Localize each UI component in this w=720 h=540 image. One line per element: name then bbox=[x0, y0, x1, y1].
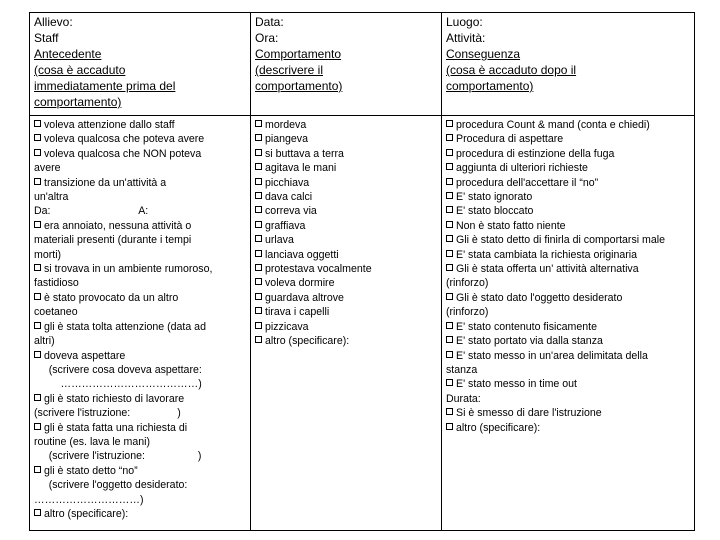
checkbox-icon[interactable] bbox=[255, 322, 262, 329]
conseguenza-list bbox=[442, 117, 696, 436]
conseguenza-line[interactable] bbox=[446, 262, 692, 276]
antecedente-line[interactable] bbox=[34, 421, 246, 435]
comportamento-line-text: agitava le mani bbox=[265, 162, 337, 175]
conseguenza-line-text: procedura Count & mand (conta e chiedi) bbox=[456, 119, 650, 131]
antecedente-title-line: (cosa è accaduto bbox=[34, 63, 126, 77]
antecedente-line-text: altri) bbox=[34, 335, 55, 348]
antecedente-line-text: gli è stato richiesto di lavorare bbox=[44, 392, 185, 405]
checkbox-icon[interactable] bbox=[34, 221, 41, 228]
conseguenza-line[interactable] bbox=[446, 147, 692, 161]
date-label: Data: bbox=[255, 15, 284, 29]
comportamento-line[interactable] bbox=[255, 176, 437, 190]
comportamento-line[interactable] bbox=[255, 276, 437, 290]
comportamento-line[interactable] bbox=[255, 147, 437, 161]
conseguenza-line-text: E' stato contenuto fisicamente bbox=[456, 320, 597, 333]
conseguenza-line[interactable] bbox=[446, 421, 692, 435]
checkbox-icon[interactable] bbox=[34, 149, 41, 156]
conseguenza-line-text: Gli è stato dato l'oggetto desiderato bbox=[456, 291, 623, 304]
conseguenza-line[interactable] bbox=[446, 204, 692, 218]
conseguenza-line[interactable] bbox=[446, 161, 692, 175]
activity-label: Attività: bbox=[446, 31, 486, 45]
checkbox-icon[interactable] bbox=[255, 178, 262, 185]
checkbox-icon[interactable] bbox=[446, 178, 453, 185]
staff-label: Staff bbox=[34, 31, 59, 45]
checkbox-icon[interactable] bbox=[446, 379, 453, 386]
checkbox-icon[interactable] bbox=[446, 250, 453, 257]
header-conseguenza bbox=[442, 13, 696, 115]
header-comportamento bbox=[251, 13, 441, 115]
checkbox-icon[interactable] bbox=[446, 134, 453, 141]
checkbox-icon[interactable] bbox=[446, 264, 453, 271]
checkbox-icon[interactable] bbox=[255, 307, 262, 314]
antecedente-line-text: …………………………) bbox=[34, 493, 144, 506]
antecedente-line bbox=[34, 204, 246, 218]
conseguenza-line-text: E' stato messo in un'area delimitata della bbox=[456, 349, 648, 362]
antecedente-title-line: comportamento) bbox=[34, 95, 122, 109]
conseguenza-line[interactable] bbox=[446, 291, 692, 305]
checkbox-icon[interactable] bbox=[34, 120, 41, 127]
antecedente-title-line: immediatamente prima del bbox=[34, 79, 176, 93]
comportamento-line[interactable] bbox=[255, 305, 437, 319]
conseguenza-line-text: E' stato portato via dalla stanza bbox=[456, 335, 603, 348]
conseguenza-title-line: Conseguenza bbox=[446, 47, 521, 61]
comportamento-title-line: (descrivere il bbox=[255, 63, 324, 77]
conseguenza-line[interactable] bbox=[446, 349, 692, 363]
place-label: Luogo: bbox=[446, 15, 483, 29]
antecedente-line bbox=[34, 493, 246, 507]
abc-record-table bbox=[29, 12, 695, 531]
conseguenza-line-text: (rinforzo) bbox=[446, 277, 489, 290]
conseguenza-line bbox=[446, 392, 692, 406]
checkbox-icon[interactable] bbox=[255, 163, 262, 170]
conseguenza-line-text: altro (specificare): bbox=[456, 421, 541, 434]
antecedente-line bbox=[34, 334, 246, 348]
conseguenza-line-text: aggiunta di ulteriori richieste bbox=[456, 162, 588, 175]
conseguenza-line-text: Gli è stato detto di finirla di comportarsi male bbox=[456, 234, 666, 247]
comportamento-title-line: comportamento) bbox=[255, 79, 343, 93]
comportamento-title-line: Comportamento bbox=[255, 47, 342, 61]
checkbox-icon[interactable] bbox=[255, 336, 262, 343]
antecedente-line-text: …………………………………) bbox=[34, 378, 202, 391]
antecedente-line-text: coetaneo bbox=[34, 306, 78, 319]
antecedente-title-line: Antecedente bbox=[34, 47, 102, 61]
antecedente-line-text: (scrivere l'oggetto desiderato: bbox=[34, 479, 188, 492]
conseguenza-line-text: Procedura di aspettare bbox=[456, 133, 564, 146]
antecedente-line-text: (scrivere cosa doveva aspettare: bbox=[34, 363, 202, 376]
checkbox-icon[interactable] bbox=[255, 149, 262, 156]
antecedente-line bbox=[34, 190, 246, 204]
comportamento-list bbox=[251, 117, 441, 350]
comportamento-line-text: si buttava a terra bbox=[265, 147, 344, 160]
comportamento-line[interactable] bbox=[255, 334, 437, 348]
antecedente-line-text: Da: A: bbox=[34, 205, 149, 218]
antecedente-line[interactable] bbox=[34, 219, 246, 233]
comportamento-line-text: protestava vocalmente bbox=[265, 263, 372, 276]
checkbox-icon[interactable] bbox=[446, 351, 453, 358]
conseguenza-line-text: (rinforzo) bbox=[446, 306, 489, 319]
antecedente-line-text: gli è stato detto “no” bbox=[44, 464, 138, 477]
antecedente-line-text: (scrivere l'istruzione: ) bbox=[34, 407, 181, 420]
antecedente-line[interactable] bbox=[34, 392, 246, 406]
conseguenza-line[interactable] bbox=[446, 132, 692, 146]
conseguenza-line[interactable] bbox=[446, 219, 692, 233]
antecedente-line bbox=[34, 406, 246, 420]
checkbox-icon[interactable] bbox=[446, 322, 453, 329]
antecedente-line[interactable] bbox=[34, 349, 246, 363]
conseguenza-line[interactable] bbox=[446, 377, 692, 391]
antecedente-line-text: (scrivere l'istruzione: ) bbox=[34, 450, 202, 463]
antecedente-line-text: voleva attenzione dallo staff bbox=[44, 119, 175, 131]
checkbox-icon[interactable] bbox=[255, 293, 262, 300]
antecedente-line[interactable] bbox=[34, 320, 246, 334]
comportamento-line-text: mordeva bbox=[265, 119, 307, 131]
checkbox-icon[interactable] bbox=[446, 408, 453, 415]
header-antecedente bbox=[30, 13, 250, 115]
antecedente-line-text: materiali presenti (durante i tempi bbox=[34, 234, 192, 247]
comportamento-line-text: lanciava oggetti bbox=[265, 248, 339, 261]
checkbox-icon[interactable] bbox=[34, 134, 41, 141]
antecedente-list bbox=[30, 117, 250, 522]
comportamento-line-text: guardava altrove bbox=[265, 291, 344, 304]
antecedente-line-text: routine (es. lava le mani) bbox=[34, 435, 150, 448]
checkbox-icon[interactable] bbox=[255, 120, 262, 127]
antecedente-line[interactable] bbox=[34, 132, 246, 146]
antecedente-line bbox=[34, 478, 246, 492]
antecedente-line[interactable] bbox=[34, 176, 246, 190]
checkbox-icon[interactable] bbox=[255, 206, 262, 213]
comportamento-line[interactable] bbox=[255, 204, 437, 218]
checkbox-icon[interactable] bbox=[255, 134, 262, 141]
conseguenza-title-line: comportamento) bbox=[446, 79, 534, 93]
comportamento-line[interactable] bbox=[255, 291, 437, 305]
checkbox-icon[interactable] bbox=[34, 322, 41, 329]
checkbox-icon[interactable] bbox=[255, 221, 262, 228]
comportamento-line-text: urlava bbox=[265, 234, 294, 247]
antecedente-line bbox=[34, 377, 246, 391]
conseguenza-line-text: Si è smesso di dare l'istruzione bbox=[456, 407, 602, 420]
antecedente-line bbox=[34, 233, 246, 247]
student-label: Allievo: bbox=[34, 15, 73, 29]
antecedente-line-text: voleva qualcosa che poteva avere bbox=[44, 133, 205, 146]
conseguenza-line[interactable] bbox=[446, 118, 692, 132]
conseguenza-line-text: Durata: bbox=[446, 392, 481, 405]
antecedente-line-text: gli è stata fatta una richiesta di bbox=[44, 421, 188, 434]
conseguenza-line[interactable] bbox=[446, 248, 692, 262]
antecedente-line-text: si trovava in un ambiente rumoroso, bbox=[44, 263, 213, 276]
checkbox-icon[interactable] bbox=[255, 250, 262, 257]
conseguenza-line-text: Non è stato fatto niente bbox=[456, 219, 566, 232]
antecedente-line[interactable] bbox=[34, 507, 246, 521]
antecedente-line-text: fastidioso bbox=[34, 277, 79, 290]
checkbox-icon[interactable] bbox=[255, 235, 262, 242]
conseguenza-line[interactable] bbox=[446, 406, 692, 420]
conseguenza-line-text: stanza bbox=[446, 363, 478, 376]
conseguenza-line-text: E' stata cambiata la richiesta originaria bbox=[456, 248, 638, 261]
antecedente-line bbox=[34, 435, 246, 449]
checkbox-icon[interactable] bbox=[446, 235, 453, 242]
comportamento-line-text: piangeva bbox=[265, 133, 309, 146]
conseguenza-line-text: procedura di estinzione della fuga bbox=[456, 147, 615, 160]
comportamento-line-text: voleva dormire bbox=[265, 277, 335, 290]
checkbox-icon[interactable] bbox=[34, 394, 41, 401]
comportamento-line[interactable] bbox=[255, 320, 437, 334]
comportamento-line[interactable] bbox=[255, 248, 437, 262]
conseguenza-line-text: E' stato bloccato bbox=[456, 205, 534, 218]
antecedente-line-text: voleva qualcosa che NON poteva bbox=[44, 147, 202, 160]
header-divider bbox=[30, 115, 694, 116]
checkbox-icon[interactable] bbox=[446, 206, 453, 213]
antecedente-line-text: avere bbox=[34, 162, 61, 175]
time-label: Ora: bbox=[255, 31, 279, 45]
checkbox-icon[interactable] bbox=[34, 423, 41, 430]
comportamento-line[interactable] bbox=[255, 233, 437, 247]
conseguenza-line-text: Gli è stata offerta un' attività alternativa bbox=[456, 263, 639, 276]
checkbox-icon[interactable] bbox=[446, 221, 453, 228]
comportamento-line-text: tirava i capelli bbox=[265, 306, 330, 319]
comportamento-line-text: pizzicava bbox=[265, 320, 309, 333]
checkbox-icon[interactable] bbox=[34, 293, 41, 300]
antecedente-line[interactable] bbox=[34, 464, 246, 478]
antecedente-line bbox=[34, 161, 246, 175]
conseguenza-line-text: E' stato ignorato bbox=[456, 191, 533, 204]
comportamento-line-text: correva via bbox=[265, 205, 317, 218]
antecedente-line-text: morti) bbox=[34, 248, 62, 261]
antecedente-line-text: era annoiato, nessuna attività o bbox=[44, 219, 192, 232]
checkbox-icon[interactable] bbox=[34, 351, 41, 358]
checkbox-icon[interactable] bbox=[446, 192, 453, 199]
antecedente-line[interactable] bbox=[34, 118, 246, 132]
conseguenza-line[interactable] bbox=[446, 190, 692, 204]
checkbox-icon[interactable] bbox=[34, 178, 41, 185]
conseguenza-line[interactable] bbox=[446, 233, 692, 247]
antecedente-line bbox=[34, 305, 246, 319]
antecedente-line bbox=[34, 449, 246, 463]
comportamento-line[interactable] bbox=[255, 219, 437, 233]
checkbox-icon[interactable] bbox=[34, 509, 41, 516]
checkbox-icon[interactable] bbox=[446, 423, 453, 430]
comportamento-line[interactable] bbox=[255, 161, 437, 175]
checkbox-icon[interactable] bbox=[34, 466, 41, 473]
antecedente-line-text: doveva aspettare bbox=[44, 349, 126, 362]
checkbox-icon[interactable] bbox=[446, 120, 453, 127]
antecedente-line[interactable] bbox=[34, 291, 246, 305]
antecedente-line-text: gli è stata tolta attenzione (data ad bbox=[44, 320, 206, 333]
checkbox-icon[interactable] bbox=[255, 264, 262, 271]
comportamento-line[interactable] bbox=[255, 190, 437, 204]
conseguenza-line-text: E' stato messo in time out bbox=[456, 378, 577, 391]
checkbox-icon[interactable] bbox=[255, 278, 262, 285]
conseguenza-line bbox=[446, 305, 692, 319]
comportamento-line-text: picchiava bbox=[265, 176, 310, 189]
comportamento-line[interactable] bbox=[255, 132, 437, 146]
antecedente-line[interactable] bbox=[34, 147, 246, 161]
comportamento-line-text: graffiava bbox=[265, 219, 306, 232]
comportamento-line-text: altro (specificare): bbox=[265, 335, 350, 348]
conseguenza-line bbox=[446, 276, 692, 290]
antecedente-line-text: è stato provocato da un altro bbox=[44, 291, 179, 304]
conseguenza-line[interactable] bbox=[446, 320, 692, 334]
conseguenza-line-text: procedura dell'accettare il “no” bbox=[456, 176, 599, 189]
checkbox-icon[interactable] bbox=[446, 149, 453, 156]
comportamento-line[interactable] bbox=[255, 118, 437, 132]
comportamento-line[interactable] bbox=[255, 262, 437, 276]
antecedente-line bbox=[34, 276, 246, 290]
checkbox-icon[interactable] bbox=[34, 264, 41, 271]
antecedente-line[interactable] bbox=[34, 262, 246, 276]
antecedente-line-text: altro (specificare): bbox=[44, 507, 129, 520]
antecedente-line bbox=[34, 363, 246, 377]
conseguenza-line bbox=[446, 363, 692, 377]
comportamento-line-text: dava calci bbox=[265, 191, 313, 204]
checkbox-icon[interactable] bbox=[446, 336, 453, 343]
antecedente-line-text: transizione da un'attività a bbox=[44, 176, 167, 189]
conseguenza-title-line: (cosa è accaduto dopo il bbox=[446, 63, 577, 77]
conseguenza-line[interactable] bbox=[446, 176, 692, 190]
checkbox-icon[interactable] bbox=[446, 163, 453, 170]
antecedente-line-text: un'altra bbox=[34, 191, 69, 204]
checkbox-icon[interactable] bbox=[255, 192, 262, 199]
conseguenza-line[interactable] bbox=[446, 334, 692, 348]
antecedente-line bbox=[34, 248, 246, 262]
checkbox-icon[interactable] bbox=[446, 293, 453, 300]
